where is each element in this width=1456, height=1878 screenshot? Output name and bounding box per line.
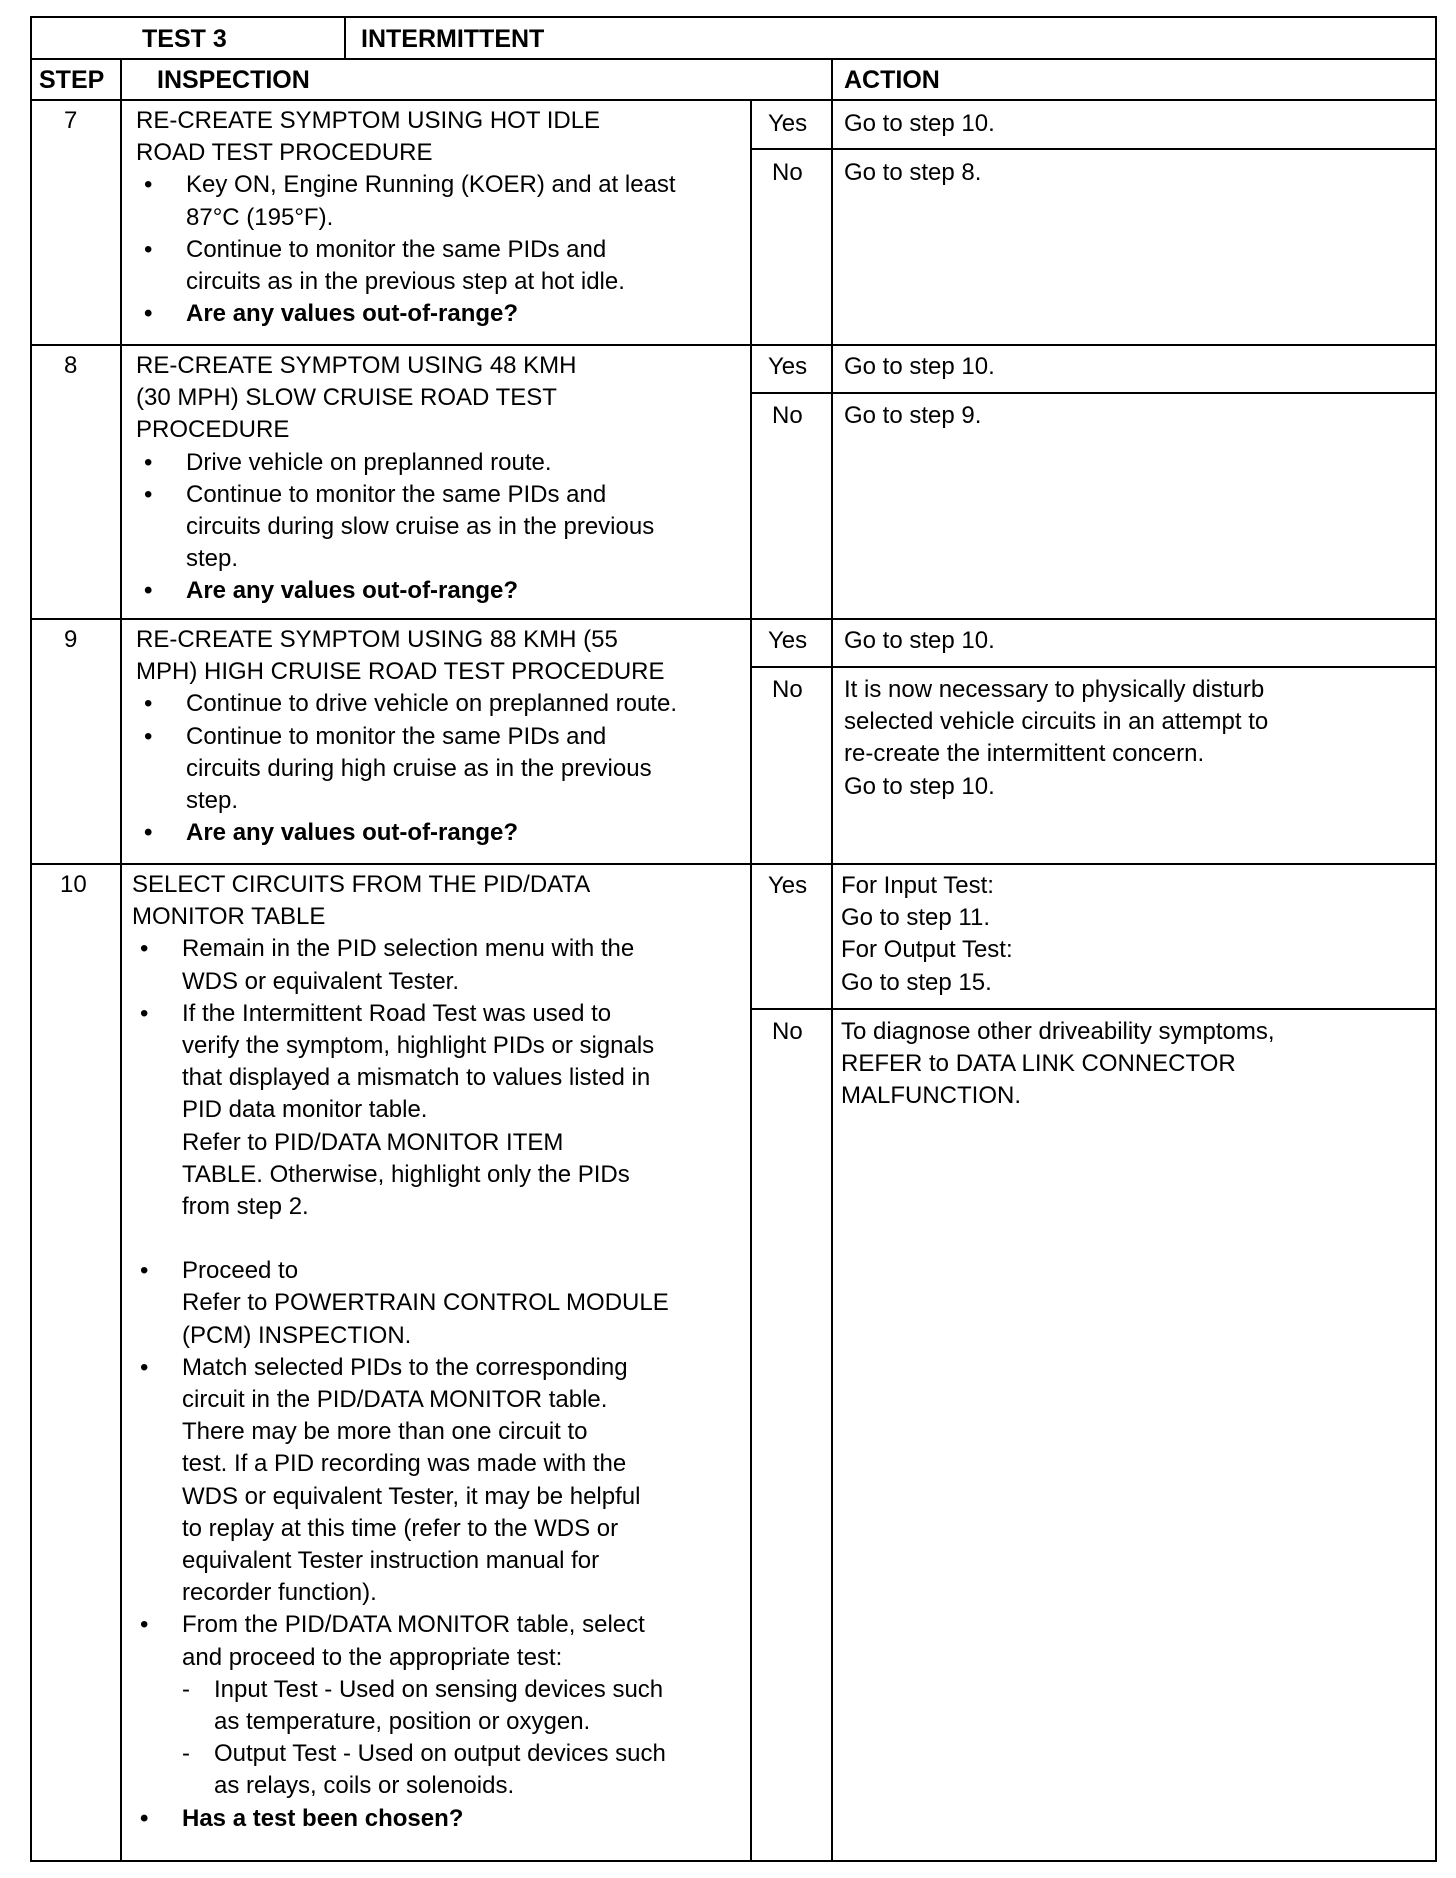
answer-no: No: [772, 1018, 803, 1045]
no-action: To diagnose other driveability symptoms, REFER to DATA LINK CONNECTOR MALFUNCTION.: [841, 1018, 1275, 1110]
bullet-item: • If the Intermittent Road Test was used to verify the symptom, highlight PIDs or signals that displayed a mismatch to values listed in PID data monitor table. Refer to PID/DATA MONITOR ITEM TABLE. Otherwise, highlight only the PIDs from step 2.: [140, 999, 655, 1221]
bullet-question: • Are any values out-of-range?: [144, 577, 519, 605]
step-title: MPH) HIGH CRUISE ROAD TEST PROCEDURE: [136, 658, 665, 686]
row-divider: [32, 618, 1435, 620]
step-inspection: [136, 105, 746, 330]
column-header-rule: [32, 99, 1435, 101]
no-action: It is now necessary to physically disturb selected vehicle circuits in an attempt to re-create the intermittent concern. Go to step 10.: [844, 676, 1269, 800]
answer-no: No: [772, 676, 803, 703]
yes-action: Go to step 10.: [844, 627, 995, 654]
test-title: INTERMITTENT: [361, 25, 545, 53]
column-header-inspection: INSPECTION: [157, 66, 310, 94]
bullet-question: • Are any values out-of-range?: [144, 300, 519, 328]
answer-divider: [750, 392, 1435, 394]
answer-yes: Yes: [768, 110, 808, 137]
step-number: 8: [64, 352, 78, 379]
step-title: RE-CREATE SYMPTOM USING 48 KMH: [136, 352, 577, 379]
step-inspection: [136, 350, 746, 608]
bullet-item: • Continue to monitor the same PIDs and circuits during slow cruise as in the previous step.: [144, 480, 655, 573]
spacer: [132, 1223, 746, 1255]
test-number: TEST 3: [142, 25, 227, 53]
answer-yes: Yes: [768, 627, 808, 654]
step-number: 9: [64, 626, 78, 653]
bullet-item: • Key ON, Engine Running (KOER) and at least 87°C (195°F).: [144, 171, 676, 231]
column-header-step: STEP: [39, 66, 105, 94]
bullet-item: • Match selected PIDs to the corresponding circuit in the PID/DATA MONITOR table. There may be more than one circuit to test. If a PID recording was made with the WDS or equivalent Tester, it may be helpful to replay at this time (refer to the WDS or equivalent Tester instruction manual for recorder function).: [140, 1353, 641, 1607]
column-header-action: ACTION: [844, 66, 940, 94]
header-rule: [32, 58, 1435, 60]
step-number: 7: [64, 107, 78, 134]
step-number: 10: [60, 871, 87, 898]
row-divider: [32, 344, 1435, 346]
answer-yes: Yes: [768, 872, 808, 899]
bullet-item: • Continue to monitor the same PIDs and circuits as in the previous step at hot idle.: [144, 235, 625, 296]
diagnostic-table: [30, 16, 1437, 1862]
answer-no: No: [772, 402, 803, 429]
yes-action: Go to step 10.: [844, 353, 995, 380]
bullet-item: • Drive vehicle on preplanned route.: [144, 448, 552, 476]
bullet-item: • Remain in the PID selection menu with the WDS or equivalent Tester.: [140, 935, 635, 995]
bullet-item: • Proceed to Refer to POWERTRAIN CONTROL MODULE (PCM) INSPECTION.: [140, 1257, 669, 1349]
no-action: Go to step 8.: [844, 159, 982, 186]
step-title: RE-CREATE SYMPTOM USING HOT IDLE: [136, 107, 601, 134]
row-divider: [32, 863, 1435, 865]
answer-column-line: [750, 99, 752, 1860]
step-title: RE-CREATE SYMPTOM USING 88 KMH (55: [136, 626, 618, 653]
step-inspection: [132, 869, 746, 1835]
header-divider: [344, 18, 346, 58]
answer-no: No: [772, 159, 803, 186]
action-column-line: [831, 58, 833, 1860]
answer-divider: [750, 148, 1435, 150]
answer-yes: Yes: [768, 353, 808, 380]
bullet-question: • Are any values out-of-range?: [144, 819, 519, 847]
yes-action: Go to step 10.: [844, 110, 995, 137]
sub-item: - Output Test - Used on output devices such as relays, coils or solenoids.: [182, 1740, 666, 1800]
answer-divider: [750, 1008, 1435, 1010]
bullet-item: • Continue to monitor the same PIDs and circuits during high cruise as in the previous step.: [144, 722, 652, 815]
bullet-item: • Continue to drive vehicle on preplanned route.: [144, 690, 677, 718]
step-title: PROCEDURE: [136, 416, 290, 444]
step-inspection: [136, 624, 746, 849]
no-action: Go to step 9.: [844, 402, 982, 429]
bullet-item: • From the PID/DATA MONITOR table, select and proceed to the appropriate test:: [140, 1611, 645, 1671]
answer-divider: [750, 666, 1435, 668]
step-title: MONITOR TABLE: [132, 903, 326, 931]
step-title: (30 MPH) SLOW CRUISE ROAD TEST: [136, 384, 557, 412]
yes-action: For Input Test: Go to step 11. For Output Test: Go to step 15.: [841, 872, 1013, 996]
step-column-line: [120, 58, 122, 1860]
step-title: SELECT CIRCUITS FROM THE PID/DATA: [132, 871, 591, 898]
step-title: ROAD TEST PROCEDURE: [136, 139, 433, 167]
sub-item: - Input Test - Used on sensing devices such as temperature, position or oxygen.: [182, 1675, 664, 1736]
bullet-question: • Has a test been chosen?: [140, 1804, 464, 1832]
